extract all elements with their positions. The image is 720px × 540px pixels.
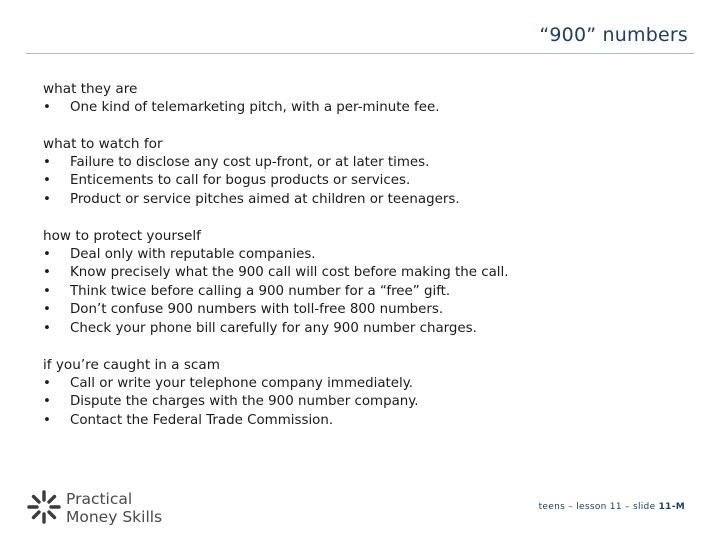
bullet-list	[43, 154, 683, 210]
section-how-to-protect-yourself	[43, 227, 683, 338]
title-divider	[26, 53, 694, 54]
bullet-list	[43, 375, 683, 431]
section-heading: what they are	[43, 81, 138, 97]
section-heading: how to protect yourself	[43, 228, 201, 244]
bullet-item: • Call or write your telephone company immediately.	[43, 375, 683, 394]
bullet-item: • Enticements to call for bogus products or services.	[43, 172, 683, 191]
bullet-list	[43, 99, 683, 118]
bullet-item: • Contact the Federal Trade Commission.	[43, 412, 683, 431]
footer-lesson-text: teens – lesson 11 – slide	[538, 502, 659, 512]
bullet-item: • Deal only with reputable companies.	[43, 246, 683, 265]
section-heading: if you’re caught in a scam	[43, 357, 220, 373]
slide-content	[43, 80, 683, 448]
practical-money-skills-logo	[26, 489, 186, 529]
starburst-logo-icon	[26, 489, 62, 525]
logo-line-1: Practical	[66, 490, 133, 508]
bullet-item: • Think twice before calling a 900 number for a “free” gift.	[43, 283, 683, 302]
bullet-item: • Failure to disclose any cost up-front, or at later times.	[43, 154, 683, 173]
bullet-item: • Product or service pitches aimed at children or teenagers.	[43, 191, 683, 210]
logo-wordmark	[66, 490, 162, 526]
logo-line-2: Money Skills	[66, 508, 163, 526]
section-if-caught-in-scam	[43, 356, 683, 430]
footer-page-number: 11-M	[658, 502, 685, 512]
slide-title: “900” numbers	[539, 24, 688, 46]
section-what-to-watch-for	[43, 135, 683, 209]
section-heading: what to watch for	[43, 136, 163, 152]
bullet-list	[43, 246, 683, 339]
bullet-item: • Don’t confuse 900 numbers with toll-free 800 numbers.	[43, 301, 683, 320]
slide-footer	[539, 502, 685, 512]
bullet-item: • One kind of telemarketing pitch, with a per-minute fee.	[43, 99, 683, 118]
bullet-item: • Dispute the charges with the 900 number company.	[43, 393, 683, 412]
section-what-they-are	[43, 80, 683, 117]
bullet-item: • Know precisely what the 900 call will cost before making the call.	[43, 264, 683, 283]
bullet-item: • Check your phone bill carefully for any 900 number charges.	[43, 320, 683, 339]
